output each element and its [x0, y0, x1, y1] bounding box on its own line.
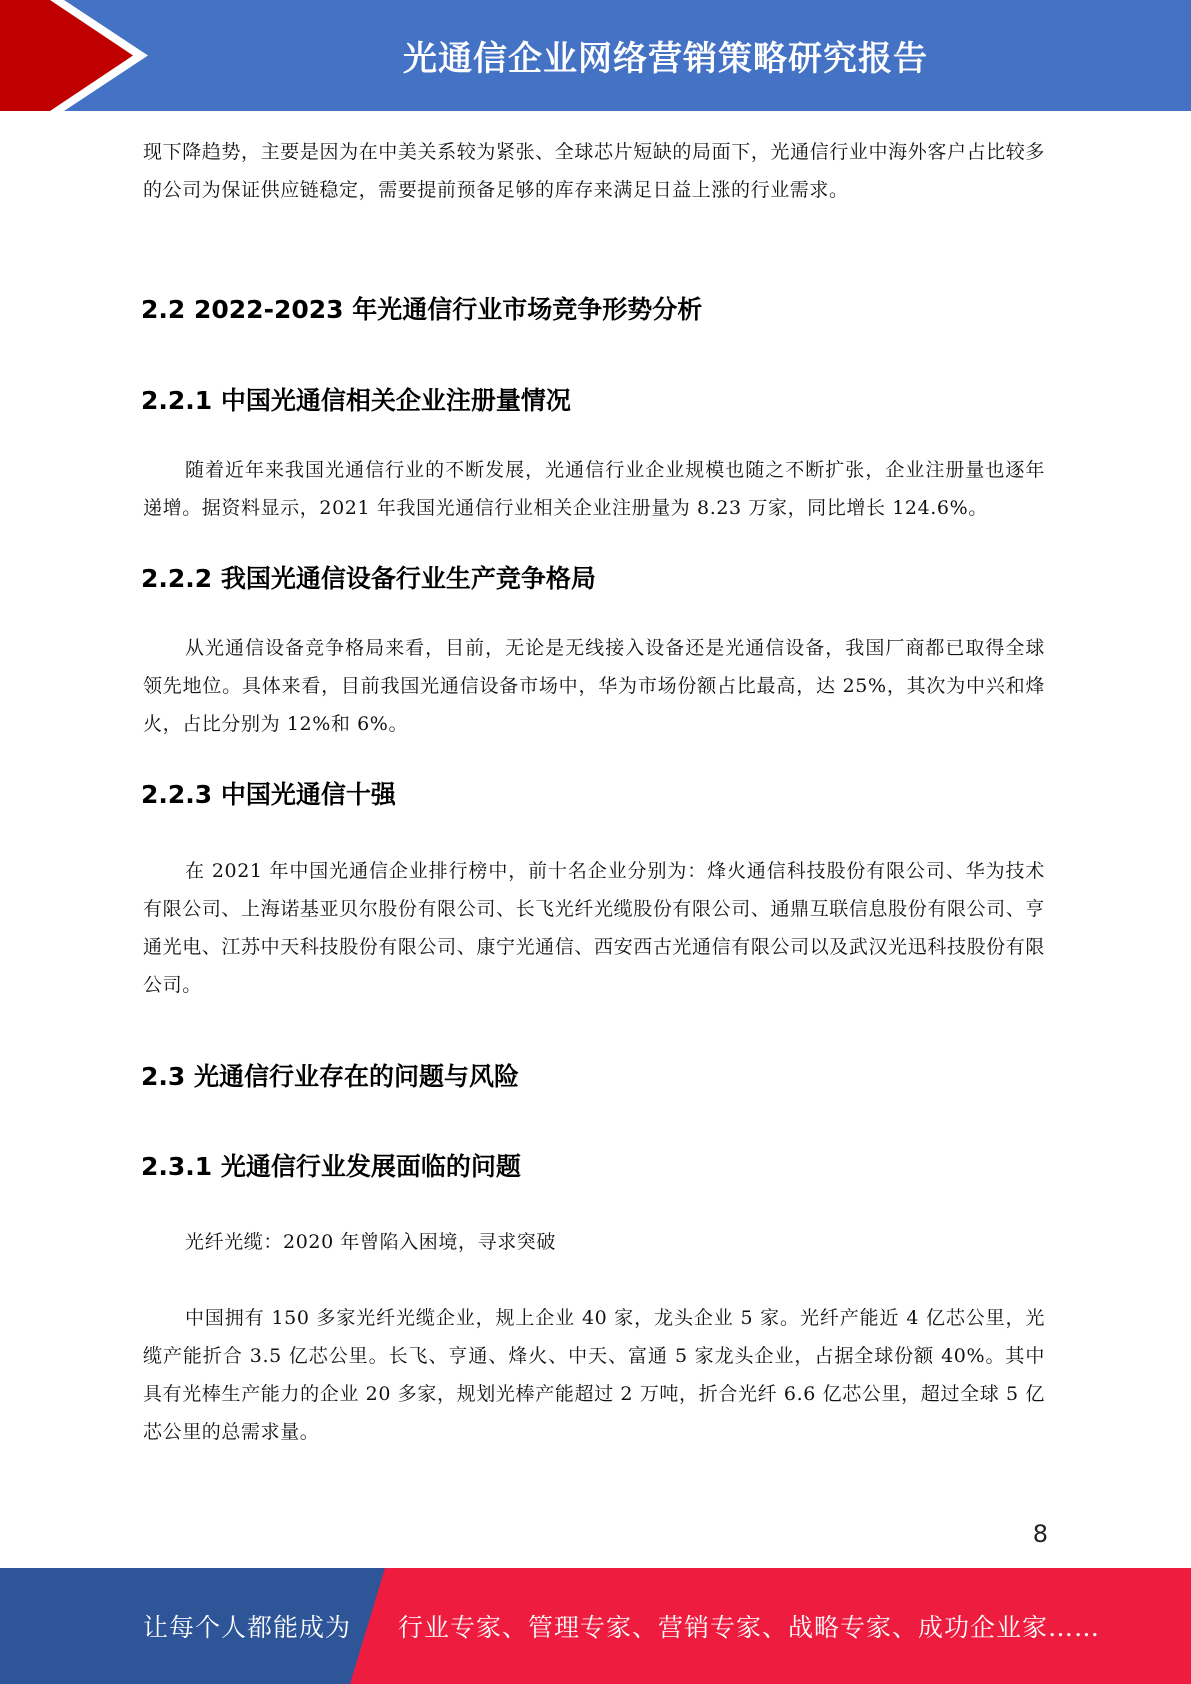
footer-slogan-left: 让每个人都能成为	[143, 1613, 352, 1642]
section-2-2-1-heading: 2.2.1 中国光通信相关企业注册量情况	[141, 386, 571, 415]
section-2-3-1-heading: 2.3.1 光通信行业发展面临的问题	[141, 1152, 521, 1181]
page-number: 8	[1032, 1520, 1048, 1548]
footer-slogan-right: 行业专家、管理专家、营销专家、战略专家、成功企业家……	[398, 1613, 1101, 1642]
section-2-3-1-lead: 光纤光缆：2020 年曾陷入困境，寻求突破	[185, 1231, 556, 1253]
section-2-3-1-lead-block	[143, 1223, 1045, 1261]
section-2-3-1-body	[143, 1299, 1045, 1451]
section-2-2-2-body	[143, 629, 1045, 743]
header-chevron-icon	[0, 0, 160, 111]
page-header	[0, 0, 1191, 111]
section-2-2-2-paragraph: 从光通信设备竞争格局来看，目前，无论是无线接入设备还是光通信设备，我国厂商都已取得全球领先地位。具体来看，目前我国光通信设备市场中，华为市场份额占比最高，达 25%，其次为中兴和烽火，占比分别为 12%和 6%。	[143, 637, 1045, 735]
section-2-2-heading: 2.2 2022-2023 年光通信行业市场竞争形势分析	[141, 295, 703, 324]
section-2-2-1-paragraph: 随着近年来我国光通信行业的不断发展，光通信行业企业规模也随之不断扩张，企业注册量也逐年递增。据资料显示，2021 年我国光通信行业相关企业注册量为 8.23 万家，同比增长 124.6%。	[143, 459, 1045, 519]
section-2-2-3-body	[143, 852, 1045, 1004]
page-footer	[0, 1568, 1191, 1684]
section-2-2-1-body	[143, 451, 1045, 527]
section-2-2-2-heading: 2.2.2 我国光通信设备行业生产竞争格局	[141, 564, 596, 593]
section-2-2-3-paragraph: 在 2021 年中国光通信企业排行榜中，前十名企业分别为：烽火通信科技股份有限公司、华为技术有限公司、上海诺基亚贝尔股份有限公司、长飞光纤光缆股份有限公司、通鼎互联信息股份有限公司、亨通光电、江苏中天科技股份有限公司、康宁光通信、西安西古光通信有限公司以及武汉光迅科技股份有限公司。	[143, 860, 1045, 996]
intro-block	[143, 133, 1045, 209]
report-title: 光通信企业网络营销策略研究报告	[403, 39, 928, 79]
section-2-2-3-heading: 2.2.3 中国光通信十强	[141, 780, 396, 809]
intro-paragraph: 现下降趋势，主要是因为在中美关系较为紧张、全球芯片短缺的局面下，光通信行业中海外客户占比较多的公司为保证供应链稳定，需要提前预备足够的库存来满足日益上涨的行业需求。	[143, 141, 1045, 201]
section-2-3-1-paragraph: 中国拥有 150 多家光纤光缆企业，规上企业 40 家，龙头企业 5 家。光纤产能近 4 亿芯公里，光缆产能折合 3.5 亿芯公里。长飞、亨通、烽火、中天、富通 5 家龙头企业，占据全球份额 40%。其中具有光棒生产能力的企业 20 多家，规划光棒产能超过 2 万吨，折合光纤 6.6 亿芯公里，超过全球 5 亿芯公里的总需求量。	[143, 1307, 1045, 1443]
section-2-3-heading: 2.3 光通信行业存在的问题与风险	[141, 1062, 519, 1091]
